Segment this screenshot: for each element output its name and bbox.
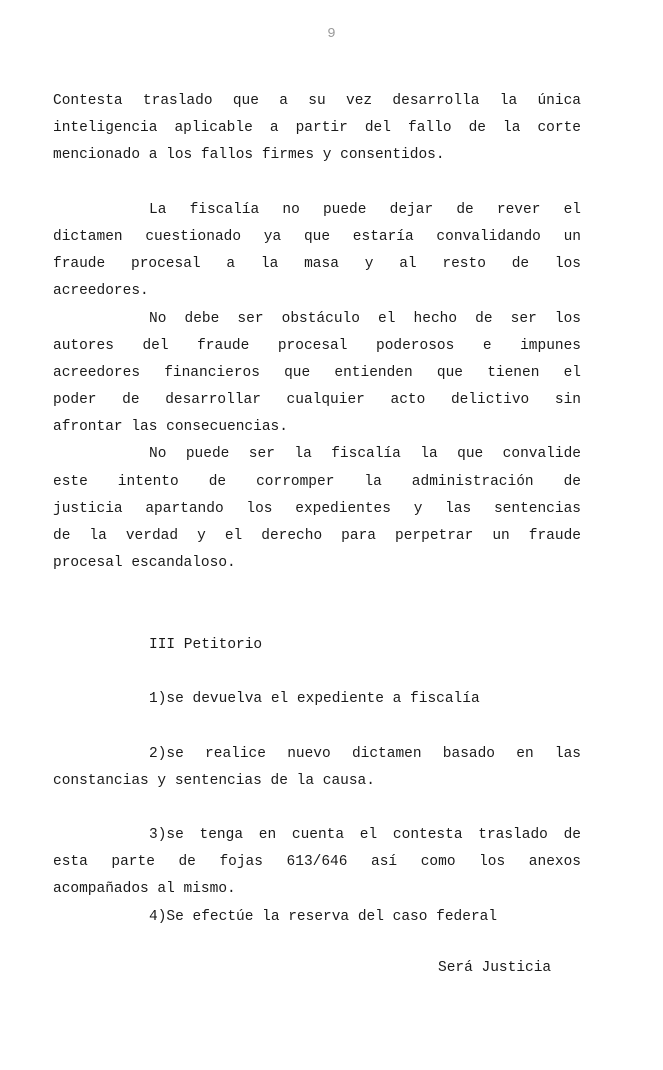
paragraph-convalide: [53, 441, 581, 577]
section-heading-petitorio: III Petitorio: [149, 636, 263, 653]
petitorio-item-2: [53, 741, 581, 795]
petitorio-item-4: [53, 904, 581, 931]
text-line: procesal escandaloso.: [53, 555, 236, 572]
text-line: esta parte de fojas 613/646 así como los anexos: [53, 854, 581, 871]
text-line: mencionado a los fallos firmes y consentidos.: [53, 147, 445, 164]
petitorio-item-1: [53, 686, 581, 713]
text-line: La fiscalía no puede dejar de rever el: [149, 201, 581, 218]
text-line: acreedores financieros que entienden que tienen el: [53, 364, 581, 381]
text-line: fraude procesal a la masa y al resto de los: [53, 256, 581, 273]
paragraph-obstaculo: [53, 306, 581, 442]
spacer: [53, 659, 581, 686]
text-line: autores del fraude procesal poderosos e impunes: [53, 337, 581, 354]
spacer: [53, 577, 581, 604]
spacer: [53, 713, 581, 740]
text-line: 1)se devuelva el expediente a fiscalía: [149, 691, 480, 708]
text-line: No puede ser la fiscalía la que convalide: [149, 446, 581, 463]
paragraph-fiscalia-rever: [53, 197, 581, 306]
text-line: Contesta traslado que a su vez desarrolla la única: [53, 93, 581, 109]
text-line: poder de desarrollar cualquier acto delictivo sin: [53, 392, 581, 409]
text-line: 2)se realice nuevo dictamen basado en las: [149, 745, 581, 762]
text-line: acreedores.: [53, 283, 149, 300]
text-line: justicia apartando los expedientes y las sentencias: [53, 500, 581, 517]
text-line: dictamen cuestionado ya que estaría convalidando un: [53, 228, 581, 245]
text-line: acompañados al mismo.: [53, 881, 236, 898]
text-line: de la verdad y el derecho para perpetrar un fraude: [53, 528, 581, 544]
spacer: [53, 170, 581, 197]
text-line: 4)Se efectúe la reserva del caso federal: [149, 908, 498, 925]
petitorio-item-3: [53, 822, 581, 904]
spacer: [53, 605, 581, 632]
text-line: inteligencia aplicable a partir del fallo de la corte: [53, 120, 581, 137]
spacer: [53, 795, 581, 822]
closing-signature: Será Justicia: [438, 960, 552, 976]
text-line: 3)se tenga en cuenta el contesta traslado de: [149, 827, 581, 844]
page-number: 9: [327, 26, 336, 42]
text-line: este intento de corromper la administración de: [53, 473, 581, 490]
paragraph-contesta-traslado: [53, 88, 581, 170]
text-line: constancias y sentencias de la causa.: [53, 772, 375, 789]
text-line: No debe ser obstáculo el hecho de ser los: [149, 310, 581, 327]
document-body: [53, 88, 581, 931]
text-line: afrontar las consecuencias.: [53, 419, 288, 436]
